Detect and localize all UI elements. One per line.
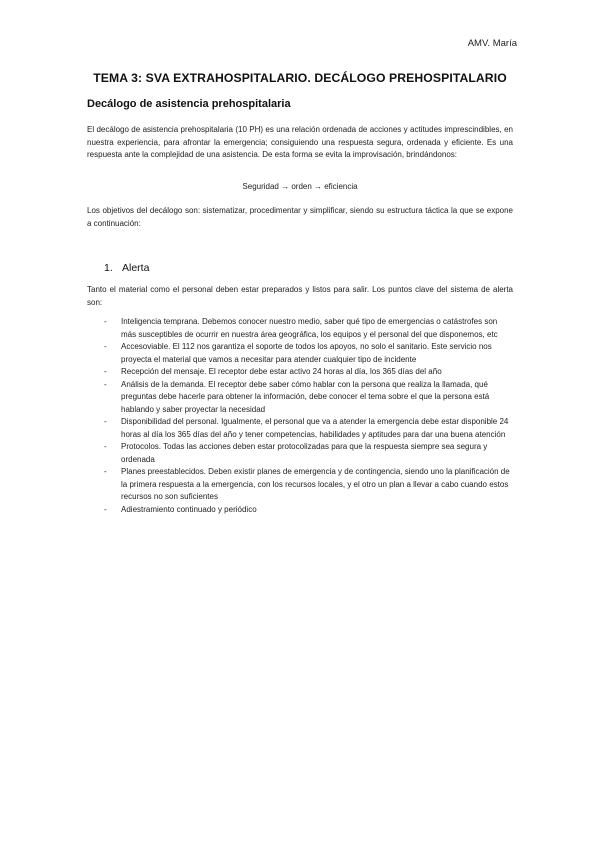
document-title: TEMA 3: SVA EXTRAHOSPITALARIO. DECÁLOGO PREHOSPITALARIO — [93, 71, 507, 85]
list-item-text: Protocolos. Todas las acciones deben estar protocolizadas para que la respuesta siempre sea segura y ordenada — [121, 442, 488, 464]
section-heading: Decálogo de asistencia prehospitalaria — [87, 98, 291, 110]
bullet-dash: - — [104, 379, 107, 389]
bullet-dash: - — [104, 417, 107, 426]
bullet-dash: - — [104, 442, 107, 451]
objectives-paragraph: Los objetivos del decálogo son: sistematizar, procedimentar y simplificar, siendo su estructura táctica la que se expone a continuación: — [87, 206, 513, 228]
list-item-text: Accesoviable. El 112 nos garantiza el soporte de todos los apoyos, no solo el sanitario. Este servicio nos proyecta el material que vamos a necesitar para atender cualquier tipo de incidente — [121, 342, 492, 364]
list-item-text: Planes preestablecidos. Deben existir planes de emergencia y de contingencia, siendo uno la planificación de la primera respuesta a la emergencia, con los recursos locales, y el otro un plan a llevar a cabo cuando estos recursos no son suficientes — [121, 467, 510, 501]
list-item — [104, 341, 514, 366]
list-item — [104, 466, 514, 504]
list-item — [104, 316, 514, 341]
formula-line: Seguridad → orden → eficiencia — [242, 182, 358, 191]
list-item — [104, 441, 514, 466]
list-item-text: Inteligencia temprana. Debemos conocer nuestro medio, saber qué tipo de emergencias o catástrofes son más susceptibles de ocurrir en nuestra área geográfica, los equipos y el personal del que disponemos, etc — [121, 317, 498, 339]
bullet-dash: - — [104, 467, 107, 476]
list-item-text: Análisis de la demanda. El receptor debe saber cómo hablar con la persona que realiza la llamada, qué preguntas debe hacerle para obtener la información, debe conocer el tema sobre el que la persona está hablando y saber proyectar la necesidad — [121, 379, 490, 414]
bullet-dash: - — [104, 317, 107, 326]
heading-label: Alerta — [122, 262, 150, 274]
heading-number: 1. — [104, 262, 113, 274]
list-item-text: Adiestramiento continuado y periódico — [121, 504, 257, 514]
list-item-text: Recepción del mensaje. El receptor debe estar activo 24 horas al día, los 365 días del año — [121, 367, 442, 376]
alerta-intro-paragraph: Tanto el material como el personal deben estar preparados y listos para salir. Los puntos clave del sistema de alerta son: — [87, 285, 513, 307]
intro-paragraph: El decálogo de asistencia prehospitalaria (10 PH) es una relación ordenada de acciones y actitudes imprescindibles, en nuestra experiencia, para afrontar la emergencia; consiguiendo una respuesta segura, ordenada y eficiente. Es una respuesta ante la complejidad de una asistencia. De esta forma se evita la improvisación, brindándonos: — [87, 125, 513, 159]
author-header: AMV. María — [467, 38, 517, 49]
list-item — [104, 416, 514, 441]
list-item — [104, 504, 514, 517]
list-item — [104, 379, 514, 417]
bullet-dash: - — [104, 342, 107, 351]
numbered-heading-alerta — [104, 262, 149, 274]
bullet-dash: - — [104, 504, 107, 514]
alerta-bullet-list — [104, 316, 514, 516]
bullet-dash: - — [104, 367, 107, 376]
list-item-text: Disponibilidad del personal. Igualmente, el personal que va a atender la emergencia debe estar disponible 24 horas al día los 365 días del año y tener competencias, habilidades y aptitudes para dar una buena atención — [121, 417, 509, 439]
list-item — [104, 366, 514, 379]
